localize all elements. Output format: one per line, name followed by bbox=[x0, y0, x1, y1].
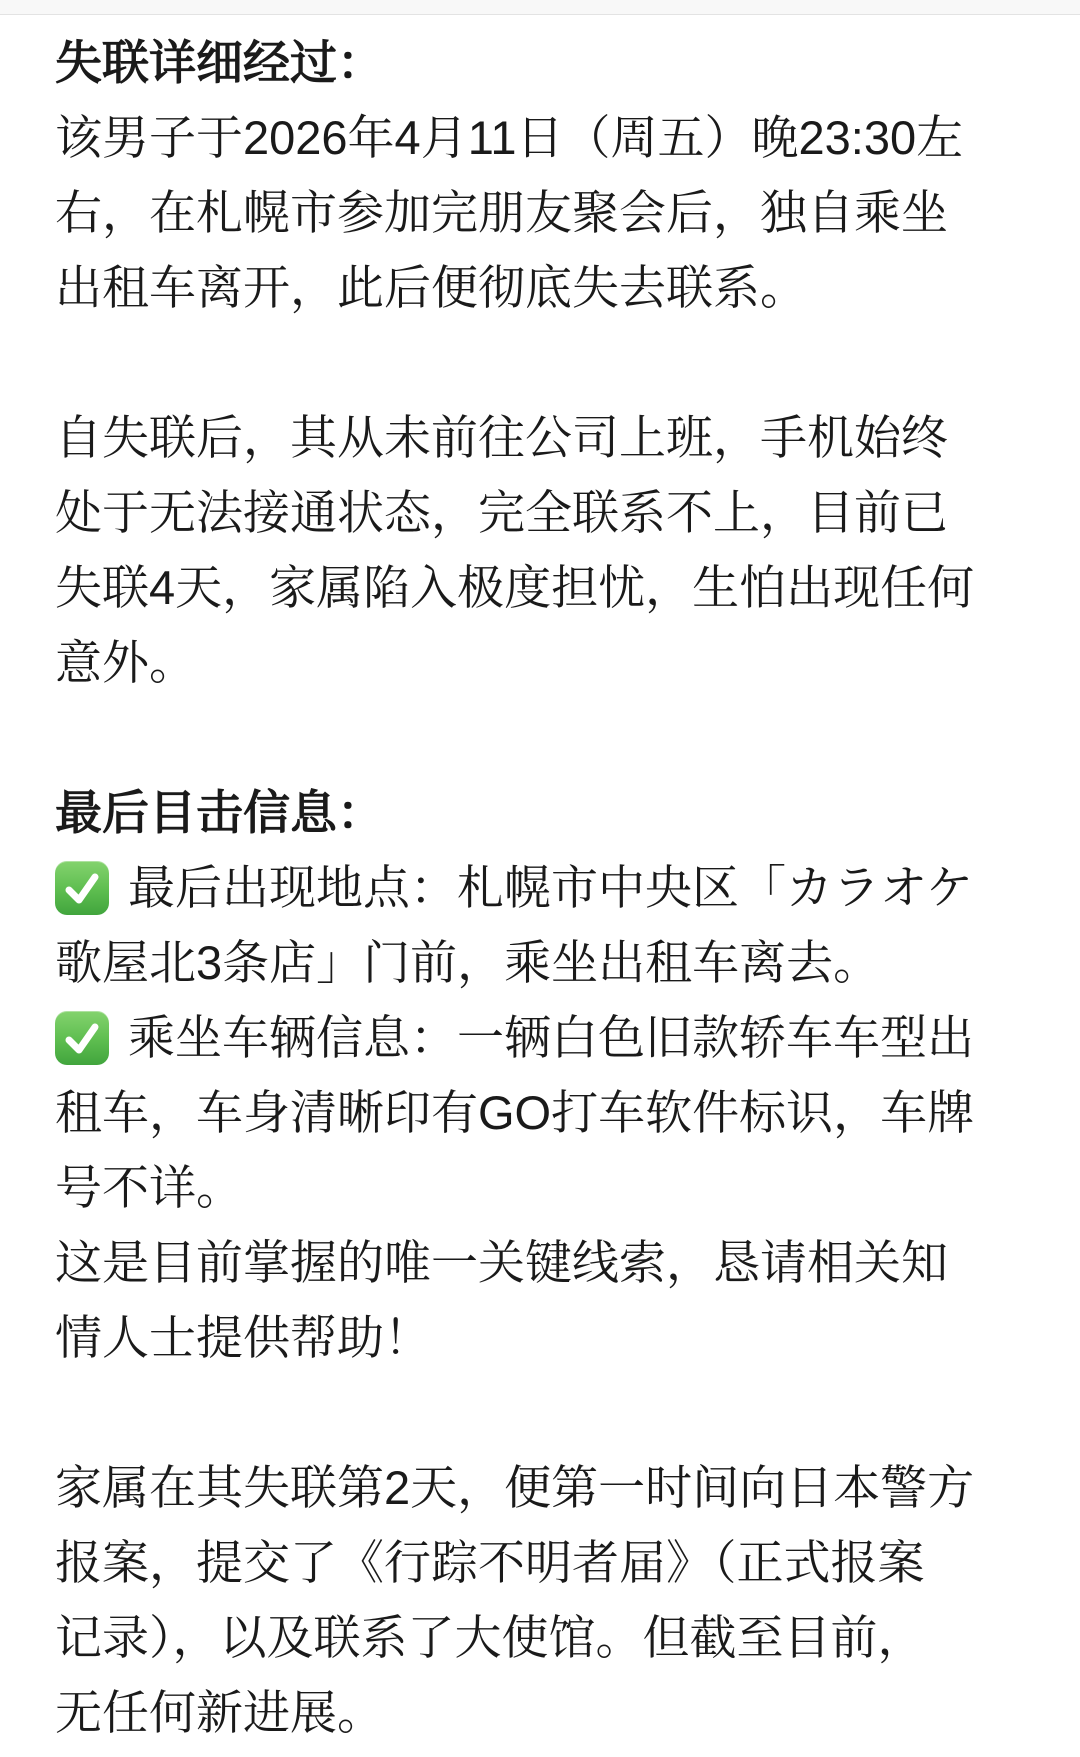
text-line: 该男子于2026年4月11日（周五）晚23:30左 bbox=[55, 111, 964, 164]
text-line: 处于无法接通状态，完全联系不上，目前已 bbox=[55, 486, 948, 539]
text-line: 乘坐车辆信息：一辆白色旧款轿车车型出 bbox=[128, 1011, 974, 1064]
paragraph-gap bbox=[55, 700, 1025, 775]
top-edge-divider bbox=[0, 0, 1080, 15]
text-line: 租车，车身清晰印有GO打车软件标识，车牌 bbox=[55, 1086, 975, 1139]
section-heading-missing-details: 失联详细经过： bbox=[55, 36, 384, 89]
text-line: 报案，提交了《行踪不明者届》（正式报案 bbox=[55, 1536, 925, 1589]
text-line: 记录），以及联系了大使馆。但截至目前， bbox=[55, 1611, 925, 1664]
text-line: 无任何新进展。 bbox=[55, 1686, 384, 1739]
text-line: 自失联后，其从未前往公司上班，手机始终 bbox=[55, 411, 948, 464]
text-line: 右，在札幌市参加完朋友聚会后，独自乘坐 bbox=[55, 186, 948, 239]
last-location-item bbox=[55, 850, 1025, 925]
section-heading-last-seen: 最后目击信息： bbox=[55, 786, 384, 839]
text-line: 出租车离开，此后便彻底失去联系。 bbox=[55, 261, 807, 314]
check-mark-emoji-icon bbox=[55, 861, 109, 915]
post-text-body bbox=[0, 15, 1080, 1750]
text-line: 失联4天，家属陷入极度担忧，生怕出现任何 bbox=[55, 561, 975, 614]
check-mark-emoji-icon bbox=[55, 1011, 109, 1065]
vehicle-info-item bbox=[55, 1000, 1025, 1075]
text-line: 歌屋北3条店」门前，乘坐出租车离去。 bbox=[55, 936, 881, 989]
paragraph-gap bbox=[55, 1375, 1025, 1450]
paragraph-gap bbox=[55, 325, 1025, 400]
text-line: 意外。 bbox=[55, 636, 196, 689]
text-line: 情人士提供帮助！ bbox=[55, 1311, 431, 1364]
text-line: 这是目前掌握的唯一关键线索，恳请相关知 bbox=[55, 1236, 948, 1289]
text-line: 最后出现地点：札幌市中央区「カラオケ bbox=[128, 861, 974, 914]
text-line: 家属在其失联第2天，便第一时间向日本警方 bbox=[55, 1461, 975, 1514]
text-line: 号不详。 bbox=[55, 1161, 243, 1214]
